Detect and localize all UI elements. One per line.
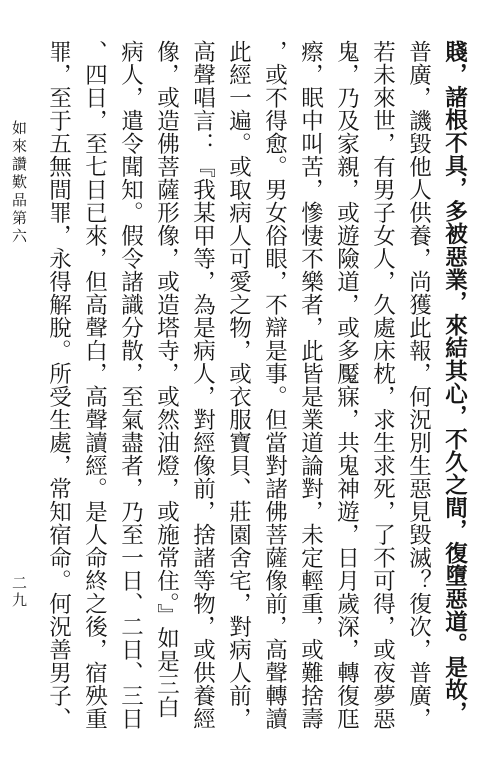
page-number: 二九 [10,575,28,609]
text-column-8: 高聲唱言：『我某甲等，為是病人，對經像前，捨諸等物，或供養經 [189,40,216,730]
text-column-2: 普廣，譏毀他人供養，尚獲此報，何況別生惡見毀滅？復次，普廣， [405,40,432,730]
text-column-11: 、四日，至七日已來，但高聲白，高聲讀經。是人命終之後，宿殃重 [81,40,108,730]
text-column-10: 病人，遣令聞知。假令諸識分散，至氣盡者，乃至一日、二日、三日 [117,40,144,730]
text-column-5: 瘵，眠中叫苦，慘悽不樂者，此皆是業道論對，未定輕重，或難捨壽 [297,40,324,730]
text-column-3: 若未來世，有男子女人，久處床枕，求生求死，了不可得，或夜夢惡 [369,40,396,730]
text-column-9: 像，或造佛菩薩形像，或造塔寺，或然油燈，或施常住。』如是三白 [153,40,180,719]
text-column-12: 罪，至于五無間罪，永得解脫。所受生處，常知宿命。何況善男子、 [45,40,72,730]
running-head: 如來讚歎品第六 [10,120,28,246]
text-column-6: ，或不得愈。男女俗眼，不辯是事。但當對諸佛菩薩像前，高聲轉讀 [261,40,288,730]
text-column-4: 鬼，乃及家親，或遊險道，或多魘寐，共鬼神遊，日月歲深，轉復尫 [333,40,360,730]
text-column-1: 賤，諸根不具，多被惡業，來結其心，不久之間，復墮惡道。是故， [441,40,468,724]
text-column-7: 此經一遍。或取病人可愛之物，或衣服寶貝、莊園舍宅，對病人前， [225,40,252,730]
